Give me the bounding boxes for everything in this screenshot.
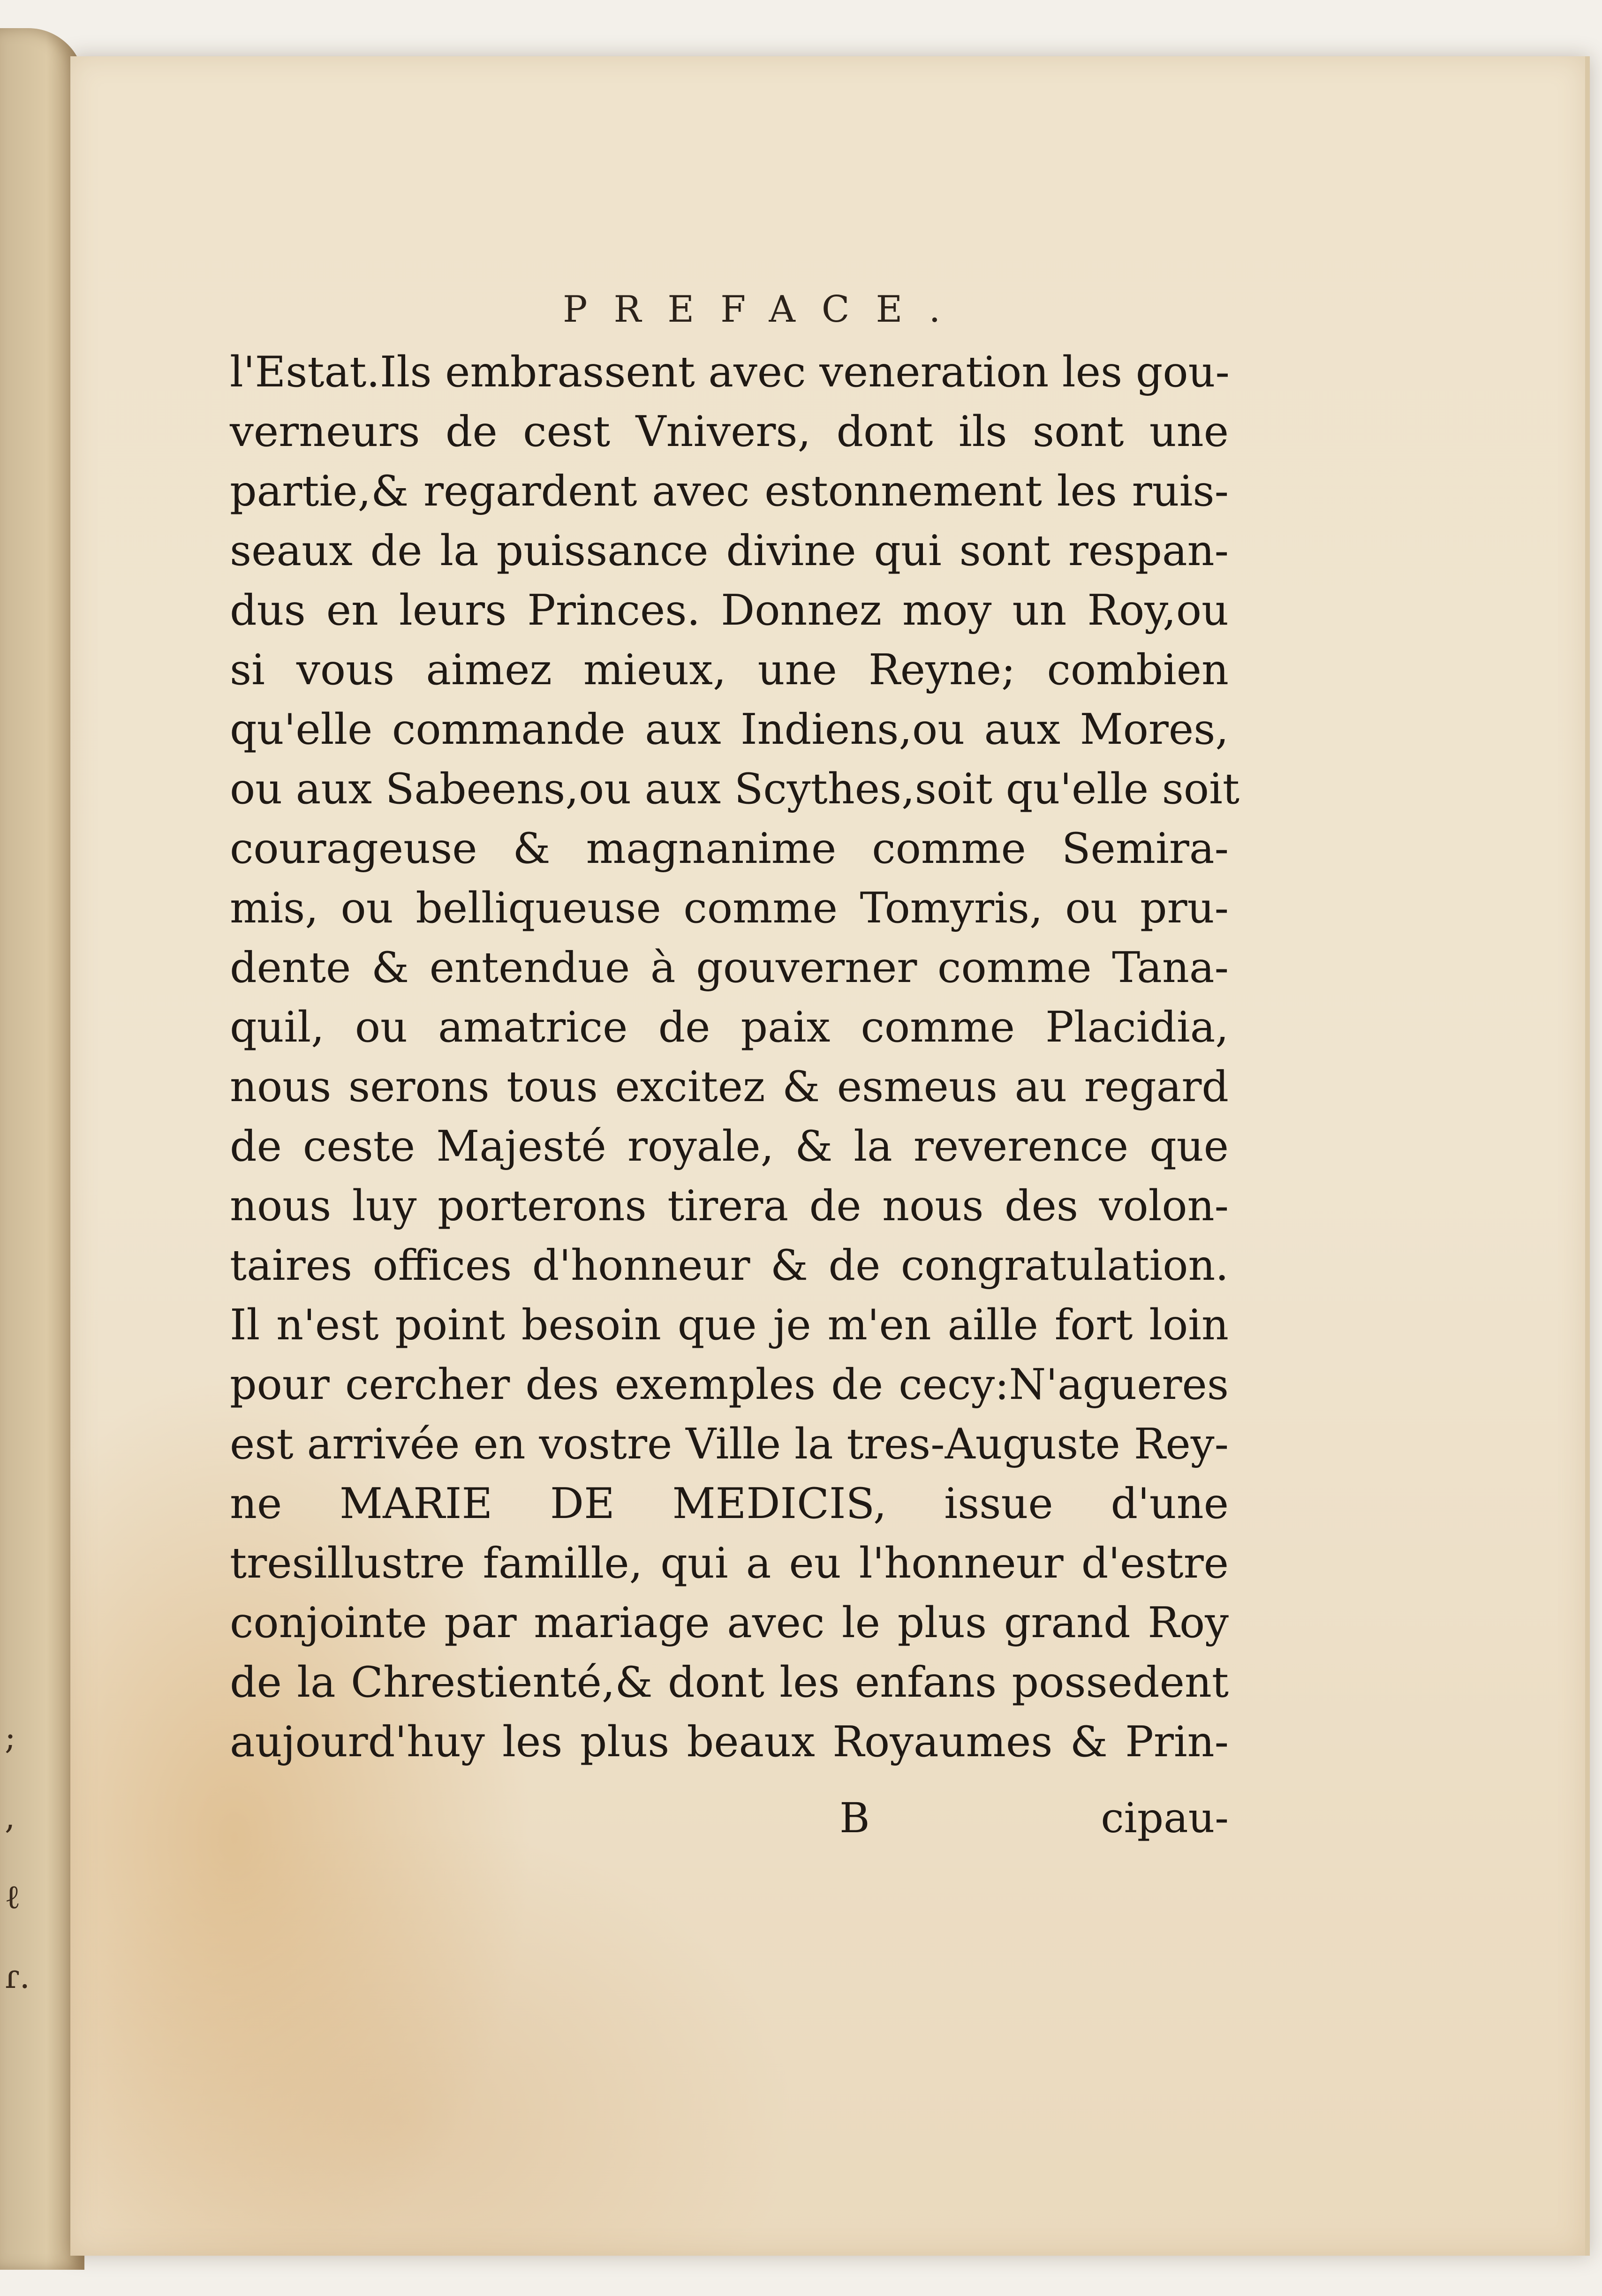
text-line: ne MARIE DE MEDICIS, issue d'une xyxy=(230,1479,1229,1528)
text-line: Il n'est point besoin que je m'en aille fort loin xyxy=(230,1300,1229,1350)
catchword: cipau- xyxy=(1101,1794,1229,1842)
text-line: si vous aimez mieux, une Reyne; combien xyxy=(230,645,1229,695)
adjacent-mark: ; xyxy=(5,1718,16,1757)
text-line: tresillustre famille, qui a eu l'honneur d'estre xyxy=(230,1539,1229,1588)
text-line: quil, ou amatrice de paix comme Placidia, xyxy=(230,1003,1229,1052)
text-line: ou aux Sabeens,ou aux Scythes,soit qu'elle soit xyxy=(230,764,1240,814)
text-line: partie,& regardent avec estonnement les ruis- xyxy=(230,467,1229,516)
text-line: pour cercher des exemples de cecy:N'agueres xyxy=(230,1360,1229,1409)
text-line: dente & entendue à gouverner comme Tana- xyxy=(230,943,1229,992)
text-line: aujourd'huy les plus beaux Royaumes & Prin- xyxy=(230,1717,1229,1767)
text-line: mis, ou belliqueuse comme Tomyris, ou pru- xyxy=(230,884,1229,933)
adjacent-mark: ℓ xyxy=(5,1878,21,1916)
text-line: taires offices d'honneur & de congratulation. xyxy=(230,1241,1229,1290)
text-line: verneurs de cest Vnivers, dont ils sont une xyxy=(230,407,1229,456)
signature-mark: B xyxy=(839,1794,870,1842)
text-line: est arrivée en vostre Ville la tres-Auguste Rey- xyxy=(230,1420,1229,1469)
text-line: conjointe par mariage avec le plus grand Roy xyxy=(230,1598,1229,1647)
text-line: nous serons tous excitez & esmeus au regard xyxy=(230,1062,1229,1111)
adjacent-page-marks xyxy=(5,1698,33,2017)
text-line: seaux de la puissance divine qui sont respan- xyxy=(230,526,1229,575)
text-line: courageuse & magnanime comme Semira- xyxy=(230,824,1229,873)
text-line: dus en leurs Princes. Donnez moy un Roy,ou xyxy=(230,586,1229,635)
text-line: de la Chrestienté,& dont les enfans possedent xyxy=(230,1658,1229,1707)
text-line: de ceste Majesté royale, & la reverence que xyxy=(230,1122,1229,1171)
book-page xyxy=(70,56,1590,2256)
adjacent-mark: , xyxy=(5,1798,15,1836)
text-line: qu'elle commande aux Indiens,ou aux Mores, xyxy=(230,705,1229,754)
running-header: PREFACE. xyxy=(563,288,967,331)
body-text xyxy=(230,342,1240,1772)
adjacent-mark: ɾ. xyxy=(5,1957,30,1996)
text-line: nous luy porterons tirera de nous des volon- xyxy=(230,1181,1229,1231)
page-footer xyxy=(230,1794,1229,1845)
text-line: l'Estat.Ils embrassent avec veneration les gou- xyxy=(230,347,1230,397)
